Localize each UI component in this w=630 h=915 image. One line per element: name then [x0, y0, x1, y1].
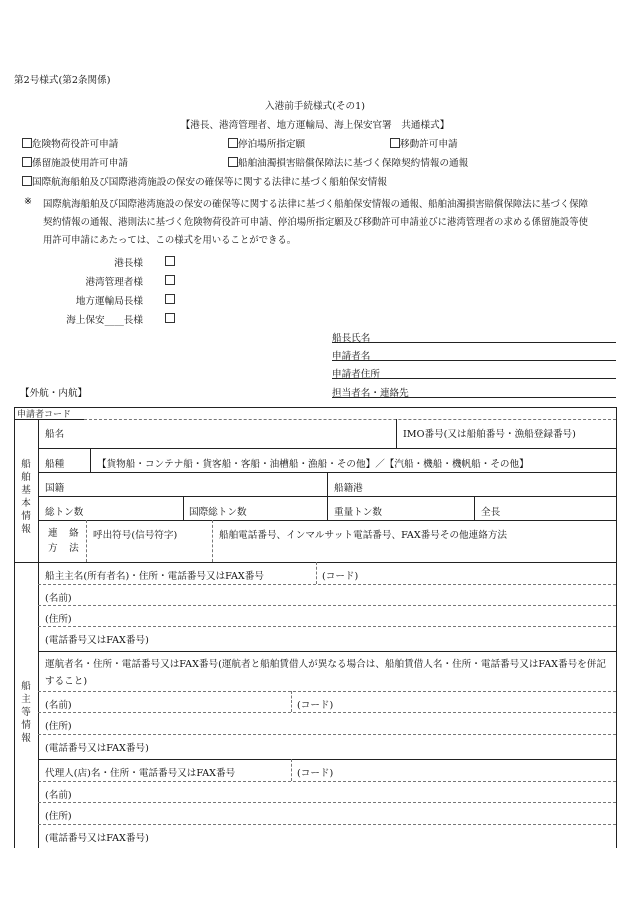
- operator-address-field[interactable]: (住所): [45, 721, 72, 732]
- ship-name-label: 船名: [45, 429, 65, 440]
- deadweight-label: 重量トン数: [334, 507, 382, 518]
- note-mark: ※: [24, 196, 33, 207]
- checkbox-harbor-master[interactable]: [165, 256, 175, 266]
- agent-heading: 代理人(店)名・住所・電話番号又はFAX番号: [45, 768, 236, 779]
- checkbox-square-icon[interactable]: [22, 138, 32, 148]
- applicant-address-line[interactable]: [332, 378, 616, 379]
- addressee-transport-bureau: 地方運輸局長様: [75, 296, 143, 307]
- ship-section-label: 船舶基本情報: [21, 459, 31, 535]
- checkbox-oil-pollution[interactable]: 船舶油濁損害賠償保障法に基づく保障契約情報の通報: [228, 155, 468, 169]
- checkbox-port-authority[interactable]: [165, 275, 175, 285]
- checkbox-square-icon[interactable]: [228, 157, 238, 167]
- applicant-name-label: 申請者名: [332, 351, 371, 362]
- port-of-registry-label: 船籍港: [334, 483, 363, 494]
- addressee-port-authority: 港湾管理者様: [85, 277, 143, 288]
- checkbox-anchorage[interactable]: 停泊場所指定願: [228, 136, 305, 150]
- addressee-coast-guard: 海上保安____長様: [66, 315, 143, 326]
- agent-code[interactable]: (コード): [297, 768, 334, 779]
- form-title: 入港前手続様式(その1): [265, 101, 365, 112]
- intl-gross-tonnage-label: 国際総トン数: [189, 507, 247, 518]
- note-text: 国際航海船舶及び国際港湾施設の保安の確保等に関する法律に基づく船舶保安情報の通報、船舶油濁損害賠償保障法に基づく保障契約情報の通報、港則法に基づく危険物荷役許可申請、停泊場所指定願及び移動許可申請並びに港湾管理者の求める係留施設等使用許可申請にあたっては、この様式を用いることができる。: [43, 199, 588, 246]
- length-overall-label: 全長: [481, 507, 501, 518]
- owner-code[interactable]: (コード): [322, 571, 359, 582]
- checkbox-square-icon[interactable]: [390, 138, 400, 148]
- gross-tonnage-label: 総トン数: [45, 507, 84, 518]
- call-sign-label: 呼出符号(信号符字): [93, 530, 178, 541]
- checkbox-movement[interactable]: 移動許可申請: [390, 136, 458, 150]
- checkbox-square-icon[interactable]: [228, 138, 238, 148]
- contact-person-line[interactable]: [332, 397, 616, 398]
- checkbox-ship-security[interactable]: 国際航海船舶及び国際港湾施設の保安の確保等に関する法律に基づく船舶保安情報: [22, 174, 387, 188]
- imo-number-label: IMO番号(又は船舶番号・漁船登録番号): [403, 429, 576, 440]
- addressee-harbor-master: 港長様: [114, 258, 143, 269]
- ship-type-label: 船種: [45, 459, 65, 470]
- nationality-label: 国籍: [45, 483, 65, 494]
- owner-name-field[interactable]: (名前): [45, 593, 72, 604]
- agent-address-field[interactable]: (住所): [45, 811, 72, 822]
- applicant-address-label: 申請者住所: [332, 369, 380, 380]
- operator-heading: 運航者名・住所・電話番号又はFAX番号(運航者と船舶賃借人が異なる場合は、船舶賃借人名・住所・電話番号又はFAX番号を併記すること): [45, 659, 606, 687]
- checkbox-mooring[interactable]: 係留施設使用許可申請: [22, 155, 128, 169]
- contact-person-label: 担当者名・連絡先: [332, 388, 409, 399]
- owner-section-label: 船主等情報: [21, 681, 31, 744]
- owner-heading: 船主主名(所有者名)・住所・電話番号又はFAX番号: [45, 571, 264, 582]
- operator-code[interactable]: (コード): [297, 700, 334, 711]
- operator-phone-field[interactable]: (電話番号又はFAX番号): [45, 743, 149, 754]
- captain-name-line[interactable]: [332, 342, 616, 343]
- form-number: 第2号様式(第2条関係): [14, 75, 111, 86]
- agent-name-field[interactable]: (名前): [45, 790, 72, 801]
- voyage-type: 【外航・内航】: [20, 388, 88, 399]
- form-subtitle: 【港長、港湾管理者、地方運輸局、海上保安官署 共通様式】: [180, 120, 450, 131]
- owner-phone-field[interactable]: (電話番号又はFAX番号): [45, 635, 149, 646]
- captain-name-label: 船長氏名: [332, 333, 371, 344]
- owner-address-field[interactable]: (住所): [45, 614, 72, 625]
- checkbox-square-icon[interactable]: [22, 176, 32, 186]
- checkbox-square-icon[interactable]: [22, 157, 32, 167]
- contact-method-label: 連 絡 方 法: [48, 528, 80, 554]
- applicant-code-label: 申請者コード: [17, 410, 72, 420]
- agent-phone-field[interactable]: (電話番号又はFAX番号): [45, 833, 149, 844]
- ship-type-options[interactable]: 【貨物船・コンテナ船・貨客船・客船・油槽船・漁船・その他】／【汽船・機船・機帆船・その他】: [97, 459, 529, 470]
- operator-name-field[interactable]: (名前): [45, 700, 72, 711]
- applicant-name-line[interactable]: [332, 360, 616, 361]
- checkbox-transport-bureau[interactable]: [165, 294, 175, 304]
- contact-methods-label: 船舶電話番号、インマルサット電話番号、FAX番号その他連絡方法: [219, 530, 508, 541]
- checkbox-coast-guard[interactable]: [165, 313, 175, 323]
- checkbox-dangerous-goods[interactable]: 危険物荷役許可申請: [22, 136, 118, 150]
